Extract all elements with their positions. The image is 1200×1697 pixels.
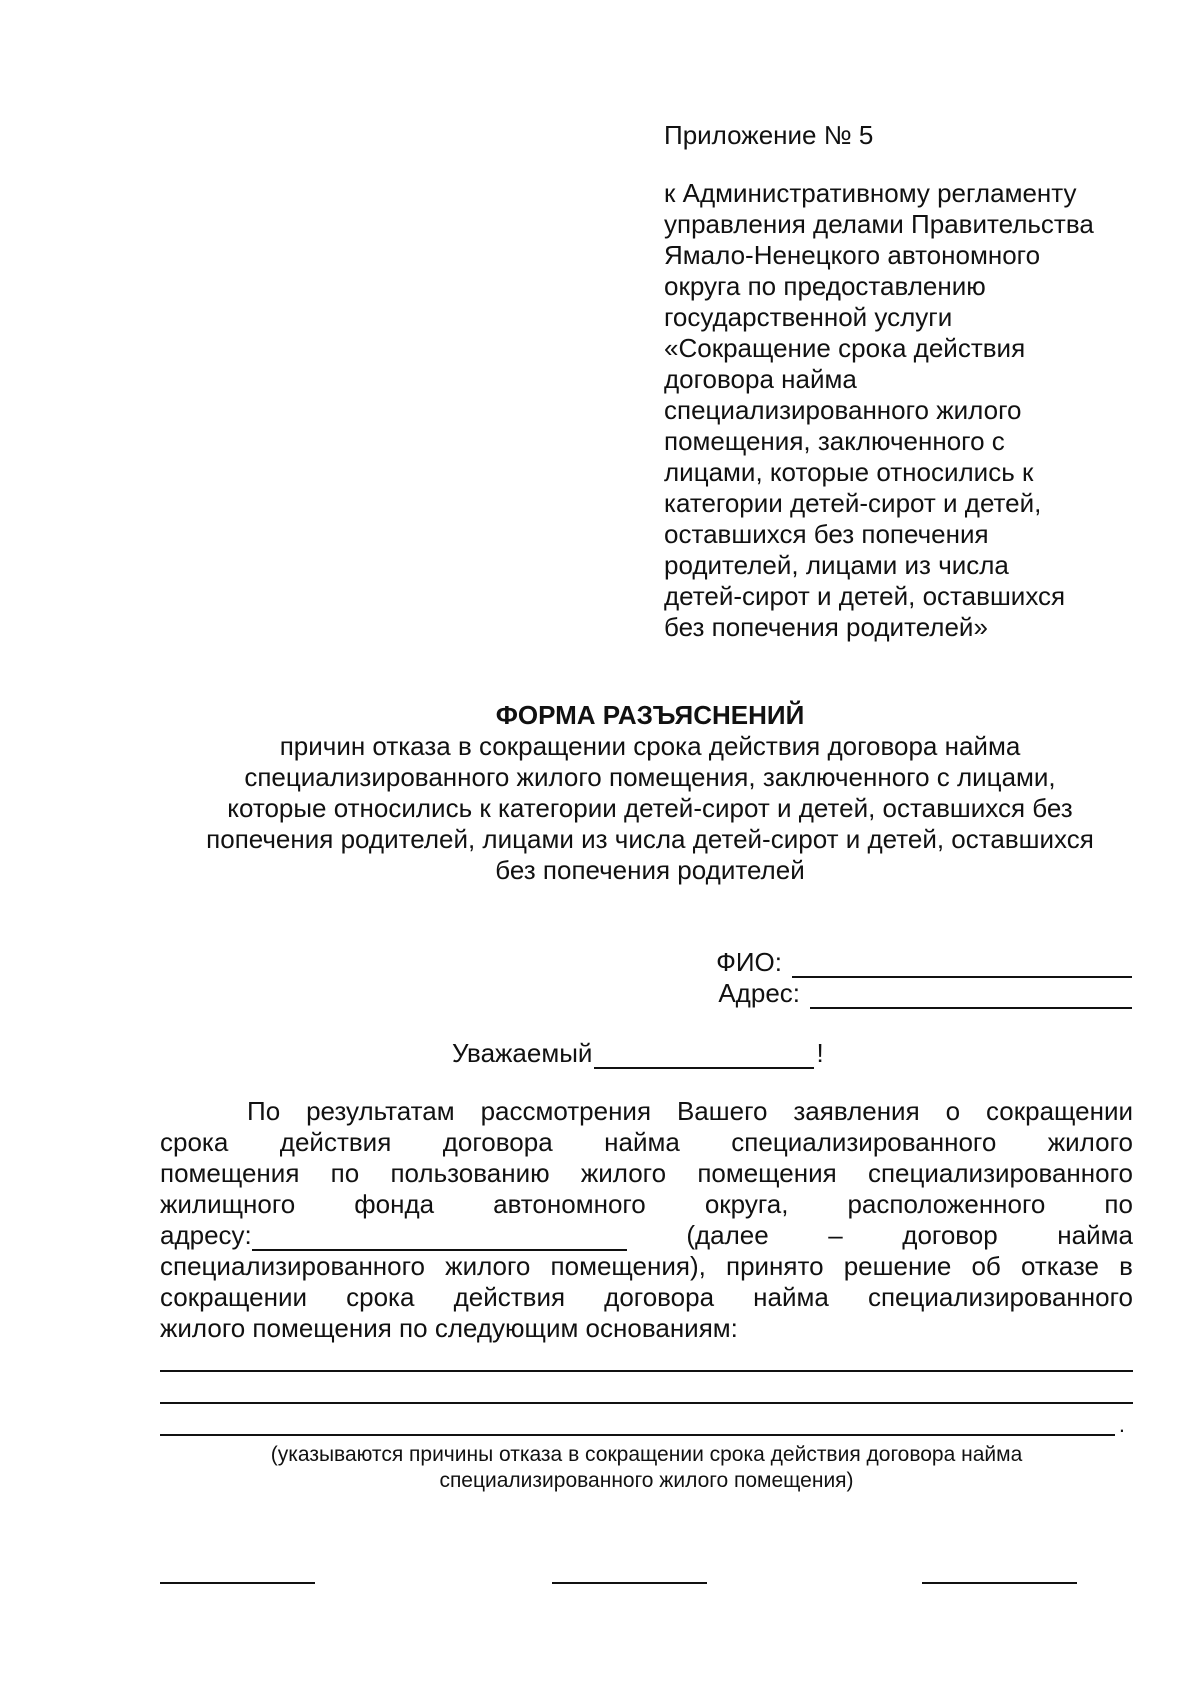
- caption-line: (указываются причины отказа в сокращении срока действия договора найма: [270, 1443, 1023, 1466]
- word: специализированного: [867, 1282, 1133, 1312]
- appendix-number: Приложение № 5: [664, 120, 874, 150]
- form-title-block: [150, 700, 1150, 886]
- word: результатам: [306, 1096, 455, 1126]
- word: помещения),: [550, 1251, 706, 1281]
- word: решение: [843, 1251, 952, 1281]
- address-label: Адрес:: [718, 978, 800, 1008]
- form-subtitle: [150, 731, 1150, 886]
- reason-end-dot: .: [1118, 1412, 1125, 1437]
- word: принято: [725, 1251, 824, 1281]
- body-line-1: [160, 1096, 1133, 1127]
- reason-line-1[interactable]: [160, 1340, 1133, 1372]
- address-field[interactable]: [810, 983, 1132, 1009]
- body-line-4: [160, 1189, 1133, 1220]
- word: специализированного: [867, 1158, 1133, 1188]
- word: специализированного: [731, 1127, 997, 1157]
- appendix-line: договора найма: [664, 364, 857, 394]
- signature-line-name[interactable]: [922, 1582, 1077, 1584]
- word: Вашего: [676, 1096, 768, 1126]
- subtitle-line: без попечения родителей: [495, 855, 805, 885]
- word: (далее: [686, 1220, 769, 1250]
- word: расположенного: [847, 1189, 1046, 1219]
- reason-lines: [160, 1340, 1133, 1436]
- word: –: [828, 1220, 843, 1250]
- body-final-line: жилого помещения по следующим основаниям:: [160, 1313, 738, 1343]
- word: помещения: [697, 1158, 837, 1188]
- word: пользованию: [390, 1158, 550, 1188]
- reason-line-2[interactable]: [160, 1372, 1133, 1404]
- signature-line-signature[interactable]: [552, 1582, 707, 1584]
- fio-label: ФИО:: [716, 947, 782, 977]
- appendix-line: специализированного жилого: [664, 395, 1022, 425]
- salutation-end: !: [816, 1038, 824, 1068]
- appendix-line: родителей, лицами из числа: [664, 550, 1009, 580]
- body-line-5: [160, 1220, 1133, 1251]
- body-line-2: [160, 1127, 1133, 1158]
- word: в: [1119, 1251, 1133, 1281]
- word: жилищного: [160, 1189, 296, 1219]
- subtitle-line: которые относились к категории детей-сирот и детей, оставшихся без: [227, 793, 1073, 823]
- word: помещения: [160, 1158, 300, 1188]
- word: договора: [442, 1127, 553, 1157]
- appendix-line: государственной услуги: [664, 302, 953, 332]
- body-paragraph: [160, 1096, 1133, 1344]
- appendix-line: категории детей-сирот и детей,: [664, 488, 1042, 518]
- appendix-line: «Сокращение срока действия: [664, 333, 1026, 363]
- appendix-line: округа по предоставлению: [664, 271, 986, 301]
- salutation-name-field[interactable]: [594, 1043, 814, 1069]
- word: действия: [453, 1282, 566, 1312]
- appendix-line: помещения, заключенного с: [664, 426, 1005, 456]
- fio-field[interactable]: [792, 952, 1132, 978]
- reason-line-3[interactable]: [160, 1404, 1115, 1436]
- subtitle-line: попечения родителей, лицами из числа детей-сирот и детей, оставшихся: [206, 824, 1094, 854]
- appendix-line: Ямало-Ненецкого автономного: [664, 240, 1041, 270]
- word: жилого: [445, 1251, 531, 1281]
- word: округа,: [704, 1189, 789, 1219]
- appendix-line: детей-сирот и детей, оставшихся: [664, 581, 1066, 611]
- appendix-line: лицами, которые относились к: [664, 457, 1034, 487]
- appendix-line: оставшихся без попечения: [664, 519, 989, 549]
- reason-caption: [160, 1442, 1133, 1494]
- salutation: [452, 1038, 824, 1069]
- body-line-3: [160, 1158, 1133, 1189]
- word: срока: [346, 1282, 415, 1312]
- word: найма: [753, 1282, 829, 1312]
- word: найма: [604, 1127, 680, 1157]
- salutation-text: Уважаемый: [452, 1038, 593, 1068]
- caption-line: специализированного жилого помещения): [439, 1469, 854, 1492]
- word: сокращении: [985, 1096, 1133, 1126]
- word: рассмотрения: [480, 1096, 652, 1126]
- word: об: [971, 1251, 1001, 1281]
- property-address-field[interactable]: [252, 1225, 627, 1251]
- body-line-7: [160, 1282, 1133, 1313]
- word: по: [1104, 1189, 1133, 1219]
- fio-row: [716, 947, 1132, 978]
- subtitle-line: специализированного жилого помещения, заключенного с лицами,: [244, 762, 1056, 792]
- word: фонда: [354, 1189, 435, 1219]
- appendix-description: [664, 178, 1164, 643]
- word: автономного: [493, 1189, 646, 1219]
- appendix-header: [664, 120, 1164, 643]
- word: о: [945, 1096, 961, 1126]
- form-title: ФОРМА РАЗЪЯСНЕНИЙ: [495, 700, 805, 730]
- address-row: [716, 978, 1132, 1009]
- address-prefix: адресу:: [160, 1220, 252, 1250]
- address-prefix-group: [160, 1220, 627, 1251]
- appendix-line: без попечения родителей»: [664, 612, 988, 642]
- word: По: [247, 1096, 281, 1126]
- recipient-block: [716, 947, 1132, 1009]
- appendix-line: управления делами Правительства: [664, 209, 1094, 239]
- word: сокращении: [160, 1282, 308, 1312]
- signature-line-position[interactable]: [160, 1582, 315, 1584]
- word: срока: [160, 1127, 229, 1157]
- appendix-line: к Административному регламенту: [664, 178, 1077, 208]
- subtitle-line: причин отказа в сокращении срока действия договора найма: [279, 731, 1021, 761]
- word: договор: [902, 1220, 998, 1250]
- word: заявления: [793, 1096, 920, 1126]
- word: жилого: [1047, 1127, 1133, 1157]
- word: жилого: [580, 1158, 667, 1188]
- word: действия: [279, 1127, 392, 1157]
- word: отказе: [1020, 1251, 1099, 1281]
- word: договора: [604, 1282, 715, 1312]
- word: найма: [1057, 1220, 1133, 1250]
- word: по: [330, 1158, 360, 1188]
- word: специализированного: [160, 1251, 426, 1281]
- body-line-6: [160, 1251, 1133, 1282]
